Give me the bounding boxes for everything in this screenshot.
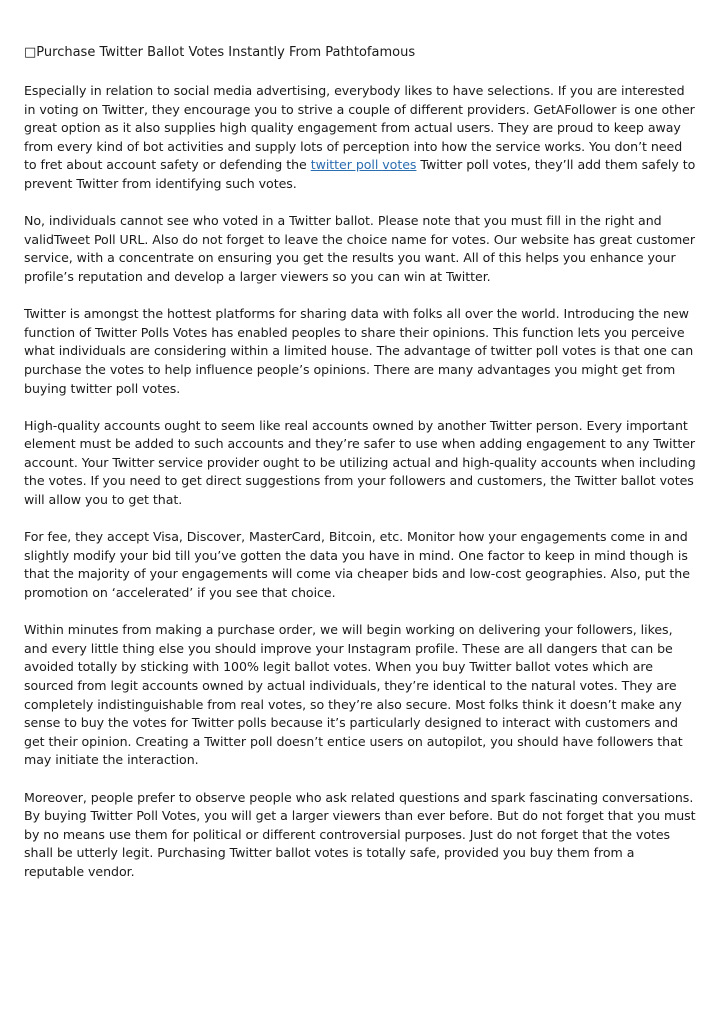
paragraph-1-text-before: Especially in relation to social media advertising, everybody likes to have selections. If you are interested in voting on Twitter, they encourage you to strive a couple of different providers. GetAFollower is one other great option as it also supplies high quality engagement from actual users. They are proud to keep away from every kind of bot activities and supply lots of perception into how the service works. You don’t need to fret about account safety or defending the — [24, 83, 695, 173]
paragraph-3: Twitter is amongst the hottest platforms for sharing data with folks all over the world. Introducing the new function of Twitter Polls Votes has enabled peoples to share their opinions. This function lets you perceive what individuals are considering within a limited house. The advantage of twitter poll votes is that one can purchase the votes to help influence people’s opinions. There are many advantages you might get from buying twitter poll votes. — [24, 306, 694, 396]
paragraph-1 — [24, 82, 698, 194]
paragraph-6: Within minutes from making a purchase order, we will begin working on delivering your followers, likes, and every little thing else you should improve your Instagram profile. These are all dangers that can be avoided totally by sticking with 100% legit ballot votes. When you buy Twitter ballot votes which are sourced from legit accounts owned by actual individuals, they’re identical to the natural votes. They are completely indistinguishable from real votes, so they’re also secure. Most folks think it doesn’t make any sense to buy the votes for Twitter polls because it’s particularly designed to interact with customers and get their opinion. Creating a Twitter poll doesn’t entice users on autopilot, you should have followers that may initiate the interaction. — [24, 622, 683, 768]
document-title: □Purchase Twitter Ballot Votes Instantly From Pathtofamous — [24, 45, 416, 60]
paragraph-4: High-quality accounts ought to seem like real accounts owned by another Twitter person. Every important element must be added to such accounts and they’re safer to use when adding engagement to any Twitter account. Your Twitter service provider ought to be utilizing actual and high-quality accounts when including the votes. If you need to get direct suggestions from your followers and customers, the Twitter ballot votes will allow you to get that. — [24, 417, 696, 508]
paragraph-2: No, individuals cannot see who voted in a Twitter ballot. Please note that you must fill in the right and validTweet Poll URL. Also do not forget to leave the choice name for votes. Our website has great customer service, with a concentrate on ensuring you get the results you want. All of this helps you enhance your profile’s reputation and develop a larger viewers so you can win at Twitter. — [24, 213, 695, 284]
paragraph-5: For fee, they accept Visa, Discover, MasterCard, Bitcoin, etc. Monitor how your engagements come in and slightly modify your bid till you’ve gotten the data you have in mind. One factor to keep in mind though is that the majority of your engagements will come via cheaper bids and low-cost geographies. Also, put the promotion on ‘accelerated’ if you see that choice. — [24, 529, 690, 601]
twitter-poll-votes-link[interactable]: twitter poll votes — [310, 157, 417, 173]
paragraph-7: Moreover, people prefer to observe people who ask related questions and spark fascinating conversations. By buying Twitter Poll Votes, you will get a larger viewers than ever before. But do not forget that you must by no means use them for political or different controversial purposes. Just do not forget that the votes shall be utterly legit. Purchasing Twitter ballot votes is totally safe, provided you buy them from a reputable vendor. — [24, 789, 696, 879]
paragraph-1-text-after: Twitter poll votes, they’ll add them safely to prevent Twitter from identifying such votes. — [24, 157, 696, 191]
